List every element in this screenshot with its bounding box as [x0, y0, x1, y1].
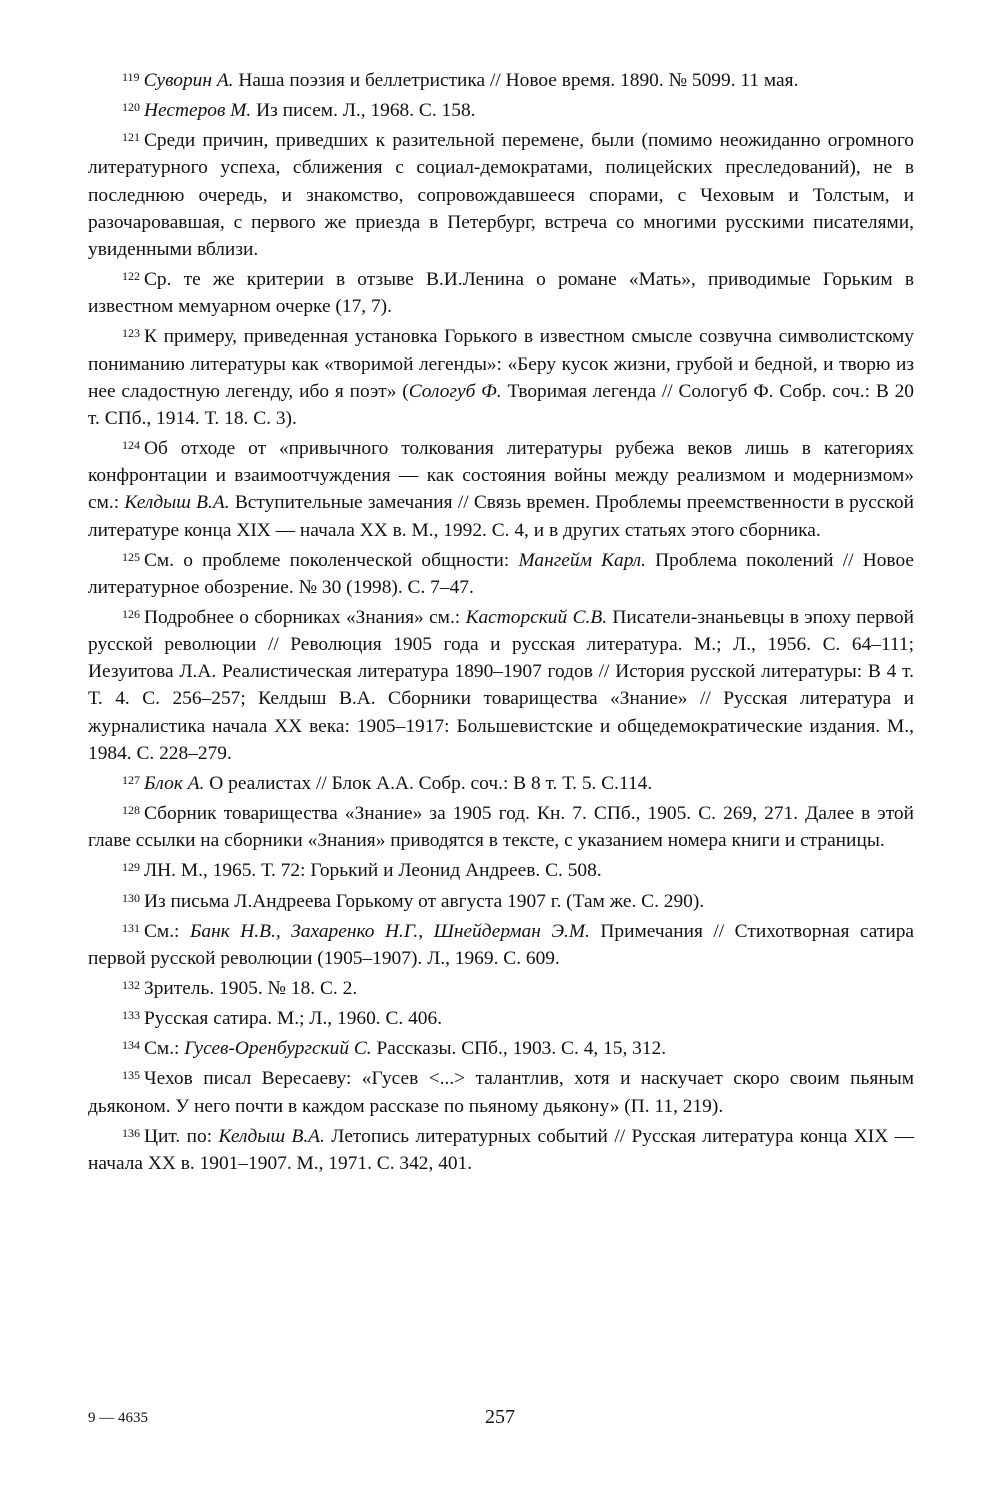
footnote-text-pre: См.:: [144, 1038, 185, 1060]
footnote-133: [88, 1002, 914, 1032]
footnote-text: Летопись литературных событий // Русская литература конца XIX — начала XX в. 1901–1907. М., 1971. С. 342, 401.: [88, 1125, 914, 1174]
footnote-123: [88, 320, 914, 432]
footnote-text: Среди причин, приведших к разительной перемене, были (помимо неожиданно огромного литературного успеха, сближения с социал-демократами, полицейских преследований), не в последнюю очередь, и знакомство, сопровождавшееся спорами, с Чеховым и Толстым, и разочаровавшая, с первого же приезда в Петербург, встреча со многими русскими писателями, увиденными вблизи.: [88, 130, 914, 260]
footnote-text: Из письма Л.Андреева Горькому от августа 1907 г. (Там же. С. 290).: [144, 890, 705, 912]
footnote-author: Нестеров М.: [144, 100, 252, 122]
footnote-text: Писатели-знаньевцы в эпоху первой русской революции // Революция 1905 года и русская литература. М.; Л., 1956. С. 64–111; Иезуитова Л.А. Реалистическая литература 1890–1907 годов // История русской литературы: В 4 т. Т. 4. С. 256–257; Келдыш В.А. Сборники товарищества «Знание» // Русская литература и журналистика начала XX века: 1905–1917: Большевистские и общедемократические издания. М., 1984. С. 228–279.: [88, 606, 914, 764]
footnote-text-pre: К примеру, приведенная установка Горького в известном смысле созвучна символистскому пониманию литературы как «творимой легенды»: «Беру кусок жизни, грубой и бедной, и творю из нее сладостную легенду, ибо я поэт» (: [88, 326, 914, 402]
footnote-author: Сологуб Ф.: [408, 380, 502, 402]
footnote-author: Суворин А.: [143, 70, 234, 91]
footnote-text: Вступительные замечания // Связь времен. Проблемы преемственности в русской литературе конца XIX — начала XX в. М., 1992. С. 4, и в других статьях этого сборника.: [88, 492, 914, 541]
footnote-122: [88, 263, 914, 320]
footnote-text: Примечания // Стихотворная сатира первой русской революции (1905–1907). Л., 1969. С. 609.: [88, 920, 914, 969]
footnote-number: 127: [122, 772, 140, 787]
footnote-text: Чехов писал Вересаеву: «Гусев <...> талантлив, хотя и наскучает скоро своим пьяным дьяконом. У него почти в каждом рассказе по пьяному дьякону» (П. 11, 219).: [88, 1068, 914, 1117]
footnote-125: [88, 544, 914, 601]
footnote-text: Наша поэзия и беллетристика // Новое время. 1890. № 5099. 11 мая.: [233, 70, 799, 91]
footnote-author: Мангейм Карл.: [518, 549, 646, 571]
footnote-119: [88, 64, 914, 94]
footnote-text: О реалистах // Блок А.А. Собр. соч.: В 8 т. Т. 5. С.114.: [204, 772, 653, 794]
footnote-number: 130: [122, 890, 140, 905]
footnote-130: [88, 885, 914, 915]
footnote-128: [88, 797, 914, 854]
footnote-124: [88, 432, 914, 544]
footnote-author: Келдыш В.А.: [124, 492, 230, 514]
footnote-number: 120: [122, 100, 140, 115]
footnote-number: 133: [122, 1008, 140, 1023]
footnote-129: [88, 854, 914, 884]
footnote-126: [88, 601, 914, 767]
footnote-number: 121: [122, 130, 140, 145]
footnote-number: 122: [122, 269, 140, 284]
footnote-text-pre: Подробнее о сборниках «Знания» см.:: [144, 606, 466, 628]
footnote-author: Гусев-Оренбургский С.: [184, 1038, 372, 1060]
footnote-text: Проблема поколений // Новое литературное обозрение. № 30 (1998). С. 7–47.: [88, 549, 914, 598]
footnote-127: [88, 767, 914, 797]
footnote-text-pre: Цит. по:: [144, 1125, 219, 1147]
footnote-120: [88, 94, 914, 124]
footnote-number: 129: [122, 860, 140, 875]
footnote-text: Русская сатира. М.; Л., 1960. С. 406.: [144, 1008, 443, 1030]
page-number: 257: [485, 1406, 515, 1428]
footnote-number: 126: [122, 606, 140, 621]
footnote-text: Из писем. Л., 1968. С. 158.: [251, 100, 476, 122]
footnote-number: 132: [122, 978, 140, 992]
footnote-number: 128: [122, 803, 140, 818]
footnote-text: Зритель. 1905. № 18. С. 2.: [144, 978, 358, 999]
footnote-author: Банк Н.В., Захаренко Н.Г., Шнейдерман Э.М.: [189, 920, 590, 942]
footnote-132: [88, 972, 914, 1002]
footnote-number: 136: [122, 1125, 140, 1140]
footnote-136: [88, 1120, 914, 1177]
footnote-135: [88, 1062, 914, 1119]
footnote-131: [88, 915, 914, 972]
footnote-author: Блок А.: [144, 772, 205, 794]
footnote-text-pre: См. о проблеме поколенческой общности:: [144, 549, 519, 571]
footnote-text-pre: См.:: [144, 920, 190, 942]
footnote-text: Сборник товарищества «Знание» за 1905 год. Кн. 7. СПб., 1905. С. 269, 271. Далее в этой главе ссылки на сборники «Знания» приводятся в тексте, с указанием номера книги и страницы.: [88, 803, 914, 852]
footnote-number: 125: [122, 549, 140, 564]
footnotes-block: [88, 64, 914, 1177]
footnote-121: [88, 124, 914, 263]
footnote-number: 135: [122, 1068, 140, 1083]
printer-signature: 9 — 4635: [88, 1410, 148, 1426]
footnote-134: [88, 1032, 914, 1062]
footnote-text: Ср. те же критерии в отзыве В.И.Ленина о романе «Мать», приводимые Горьким в известном мемуарном очерке (17, 7).: [88, 269, 914, 318]
footnote-number: 134: [122, 1038, 140, 1053]
footnote-text: Творимая легенда // Сологуб Ф. Собр. соч.: В 20 т. СПб., 1914. Т. 18. С. 3).: [88, 380, 914, 429]
footnote-number: 119: [122, 70, 140, 84]
footnote-author: Келдыш В.А.: [218, 1125, 325, 1147]
footnote-text: ЛН. М., 1965. Т. 72: Горький и Леонид Андреев. С. 508.: [144, 860, 602, 882]
footnote-text-pre: Об отходе от «привычного толкования литературы рубежа веков лишь в категориях конфронтации и взаимоотчуждения — как состояния войны между реализмом и модернизмом» см.:: [88, 438, 914, 514]
footnote-text: Рассказы. СПб., 1903. С. 4, 15, 312.: [371, 1038, 667, 1060]
footnote-number: 124: [122, 438, 140, 453]
footnote-author: Касторский С.В.: [465, 606, 608, 628]
footnote-number: 131: [122, 920, 140, 935]
footnote-number: 123: [122, 326, 140, 341]
